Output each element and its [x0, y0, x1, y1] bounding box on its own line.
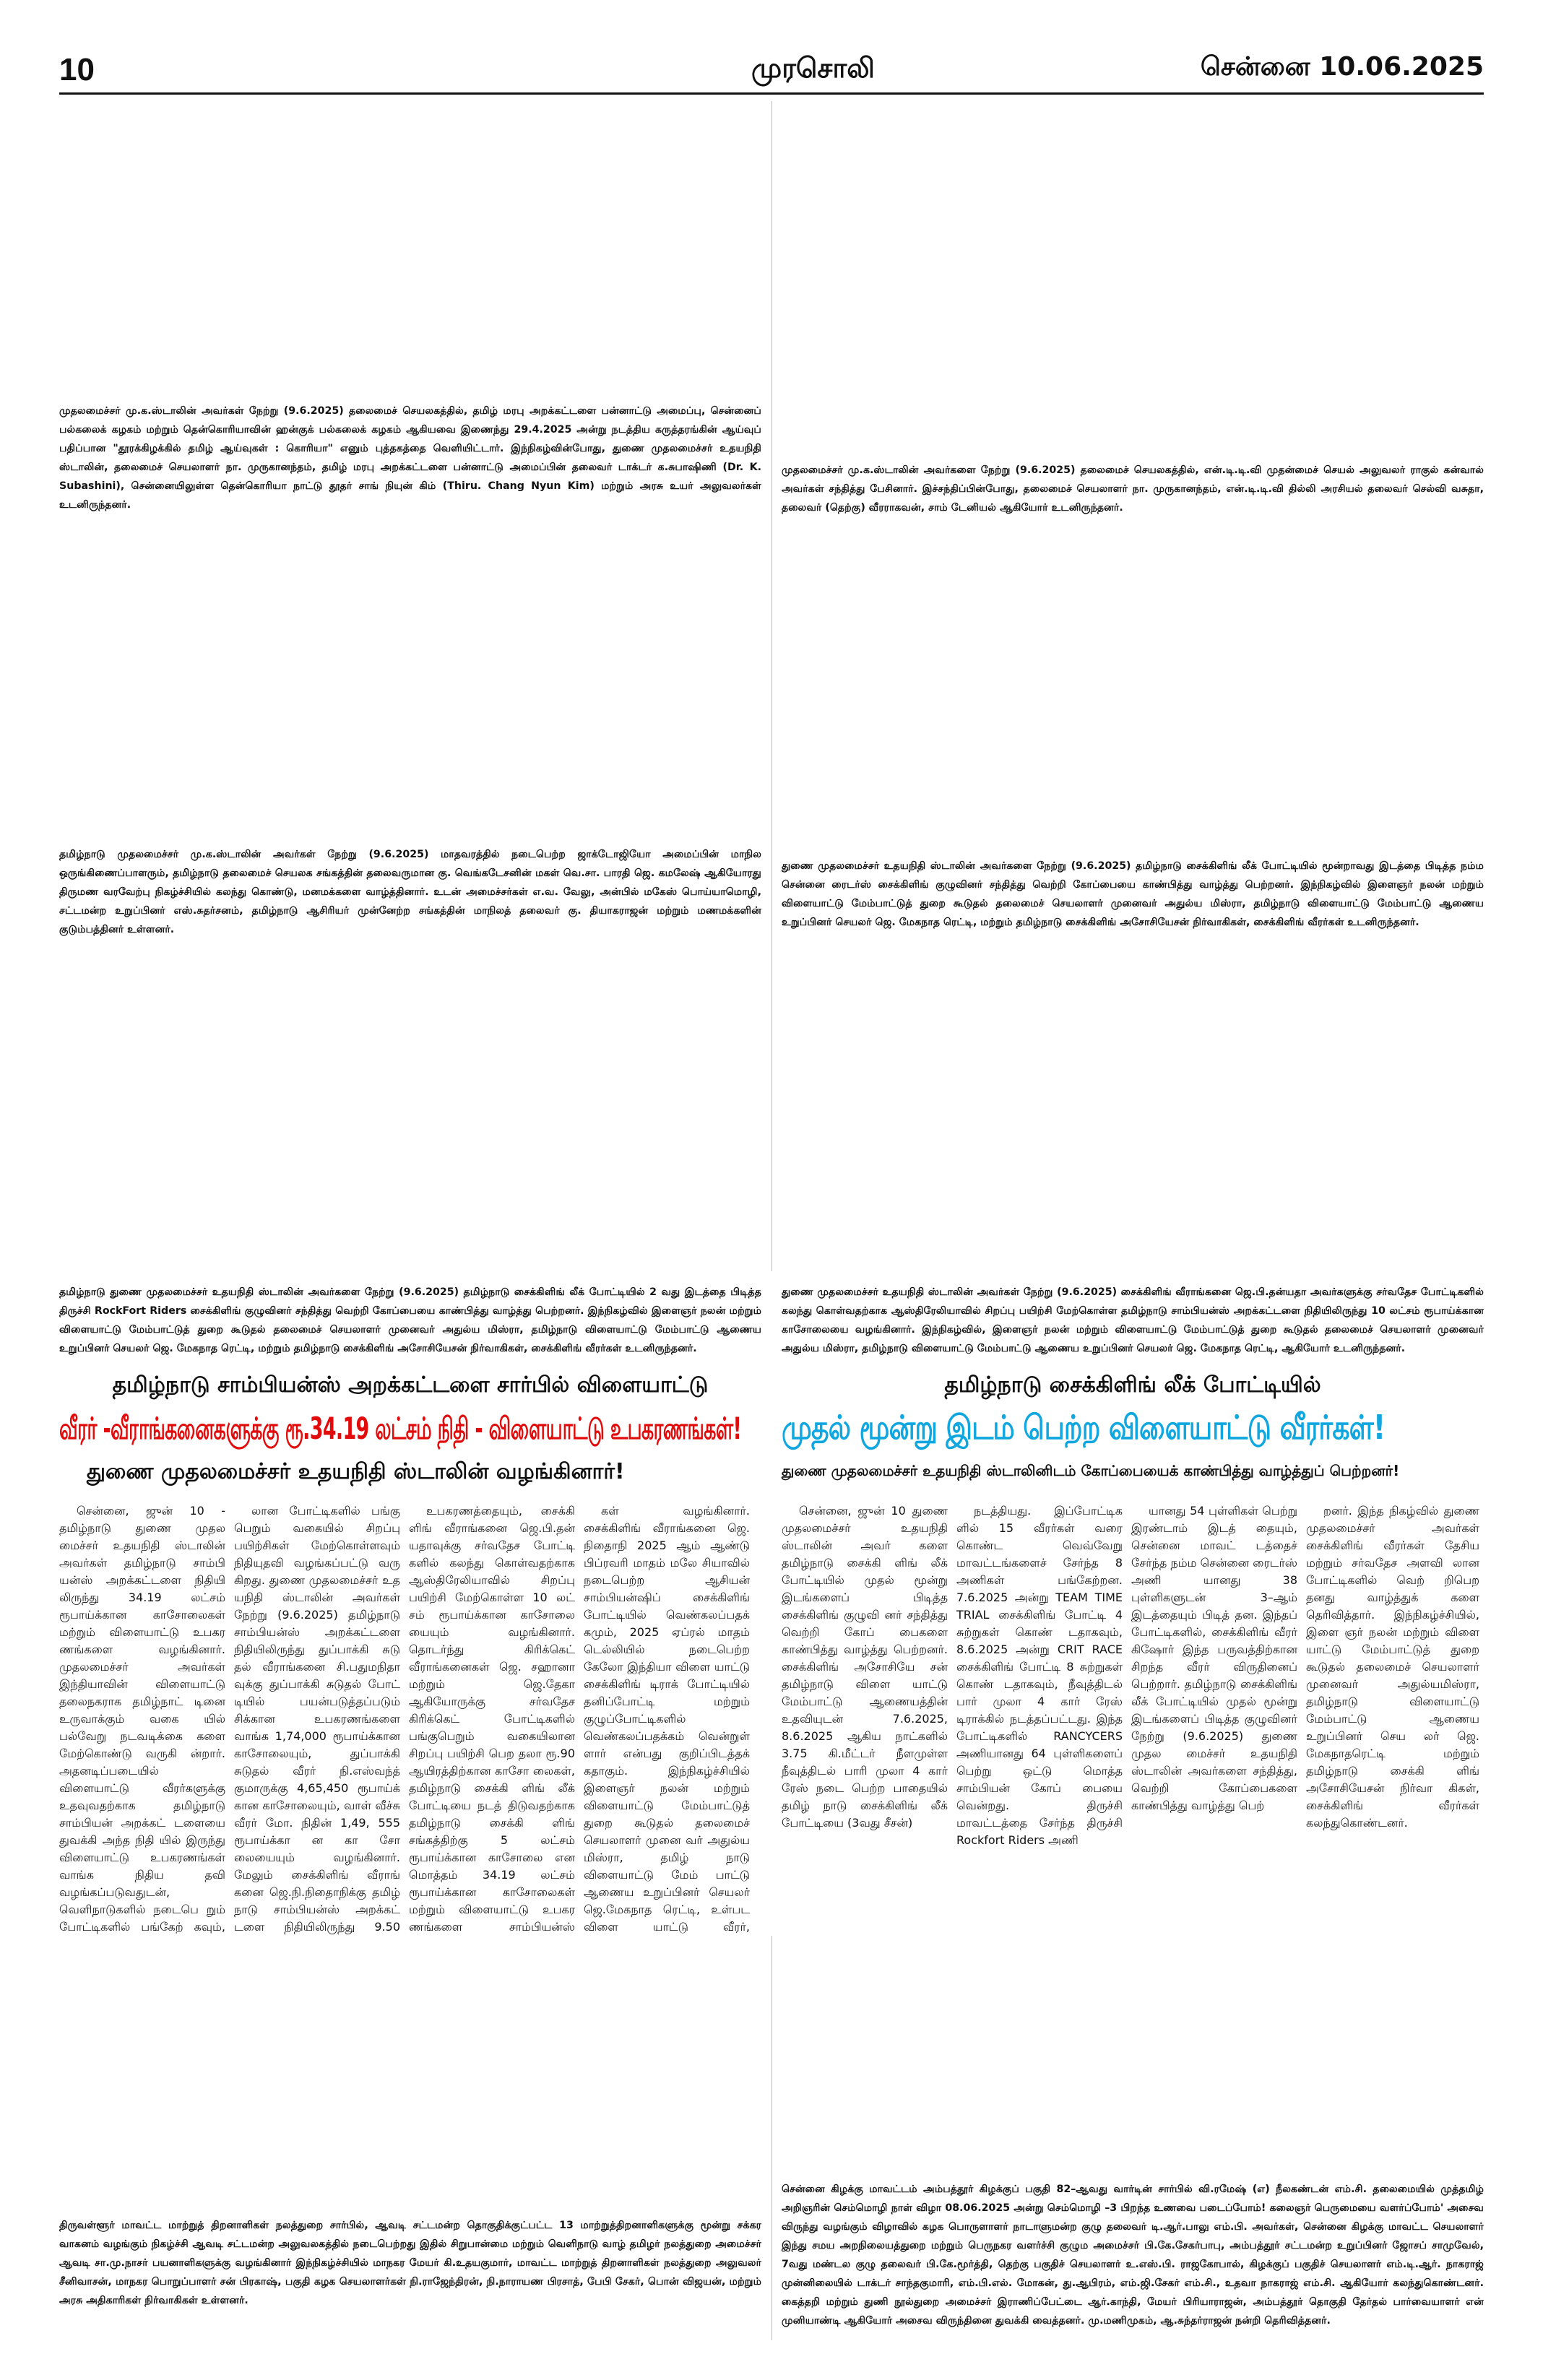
caption-semmozhi-day: சென்னை கிழக்கு மாவட்டம் அம்பத்தூர் கிழக்குப் பகுதி 82–ஆவது வார்டின் சார்பில் வி.ரமேஷ் (எ) நீலகண்டன் எம்.சி. தலைமையில் முத்தமிழ் அறிஞரின் செம்மொழி நாள் விழா 08.06.2025 அன்று செம்மொழி –3 பிறந்த உணவை படைப்போம்! கலைஞர் பெருமையை வளர்ப்போம்' அசைவ விருந்து வழங்கும் விழாவில் கழக பொருளாளர் நாடாளுமன்ற குழு தலைவர் டி.ஆர்.பாலு எம்.பி. அவர்கள், சென்னை கிழக்கு மாவட்ட செயலாளர் இந்து சமய அறநிலையத்துறை மற்றும் பெருநகர வளர்ச்சி குழும அமைச்சர் பி.கே.சேகர்பாபு, அம்பத்தூர் சட்டமன்ற உறுப்பினர் ஜோசப் சாமுவேல், 7வது மண்டல குழு தலைவர் பி.கே.மூர்த்தி, தெற்கு பகுதிச் செயலாளர் உ.எஸ்.பி. ராஜகோபால், கிழக்குப் பகுதிச் செயலாளர் எம்.டி.ஆர். நாகராஜ் முன்னிலையில் டாக்டர் சாந்தகுமாரி, எம்.பி.எல். மோகன், து.ஆபிரம், எம்.ஜி.சேகர் எம்.சி., உதவா நாகராஜ் எம்.சி. ஆகியோர் கலந்துகொண்டனர். கைத்தறி மற்றும் துணி நூல்துறை அமைச்சர் இராணிப்பேட்டை ஆர்.காந்தி, மேயர் பிரியாராஜன், அம்பத்தூர் தொகுதி தேர்தல் பார்வையாளர் என் முனியாண்டி ஆகியோர் அசைவ விருந்தினை துவக்கி வைத்தனர். மு.மணிமுகம், ஆ.சுந்தர்ராஜன் நன்றி தெரிவித்தனர். [782, 2184, 1484, 2327]
photo-book-release [59, 101, 761, 390]
caption-cheque-dhanyatha: துணை முதலமைச்சர் உதயநிதி ஸ்டாலின் அவர்கள் நேற்று (9.6.2025) சைக்கிளிங் வீராங்கனை ஜெ.பி.தன்யதா அவர்களுக்கு சர்வதேச போட்டிகளில் கலந்து கொள்வதற்காக ஆஸ்திரேலியாவில் சிறப்பு பயிற்சி மேற்கொள்ள தமிழ்நாடு சாம்பியன்ஸ் அறக்கட்டளை நிதியிலிருந்து 10 லட்சம் ரூபாய்க்கான காசோலையை வழங்கினார். இந்நிகழ்வில், இளைஞர் நலன் மற்றும் விளையாட்டு மேம்பாட்டுத் துறை கூடுதல் தலைமைச் செயலாளர் முனைவர் அதுல்ய மிஸ்ரா, தமிழ்நாடு விளையாட்டு மேம்பாட்டு ஆணைய உறுப்பினர் செயலர் ஜெ. மேகநாத ரெட்டி, ஆகியோர் உடனிருந்தனர். [782, 1286, 1484, 1354]
caption-chennai-riders: துணை முதலமைச்சர் உதயநிதி ஸ்டாலின் அவர்களை நேற்று (9.6.2025) தமிழ்நாடு சைக்கிளிங் லீக் போட்டியில் மூன்றாவது இடத்தை பிடித்த நம்ம சென்னை ரைடர்ஸ் சைக்கிளிங் குழுவினர் சந்தித்து வெற்றி கோப்பையை காண்பித்து வாழ்த்து பெற்றனர். இந்நிகழ்வில் இளைஞர் நலன் மற்றும் விளையாட்டு மேம்பாட்டுத் துறை கூடுதல் தலைமைச் செயலாளர் முனைவர் அதுல்ய மிஸ்ரா, தமிழ்நாடு விளையாட்டு மேம்பாட்டு ஆணைய உறுப்பினர் செயலர் ஜெ. மேகநாத ரெட்டி, மற்றும் தமிழ்நாடு சைக்கிளிங் அசோசியேசன் நிர்வாகிகள், சைக்கிளிங் வீரர்கள் உடனிருந்தனர். [782, 860, 1484, 928]
photo-tricycle-distribution [59, 1936, 761, 2210]
right-story-column-3: யானது 54 புள்ளிகள் பெற்று இரண்டாம் இடத் தையும், சென்னை மாவட் டத்தைச் சேர்ந்த நம்ம சென்னை ரைடர்ஸ் அணி யானது 38 புள்ளிகளுடன் 3–ஆம் இடத்தையும் பிடித் தன. இந்தப் போட்டிகளில், சைக்கிளிங் வீரர் கிஷோர் இந்த பருவத்திற்கான சிறந்த வீரர் விருதினைப் பெற்றார். தமிழ்நாடு சைக்கிளிங் லீக் போட்டியில் முதல் மூன்று இடங்களைப் பிடித்த குழுவினர் நேற்று (9.6.2025) துணை முதல மைச்சர் உதயநிதி ஸ்டாலின் அவர்களை சந்தித்து, வெற்றி கோப்பைகளை காண்பித்து வாழ்த்து பெற் [1131, 1504, 1297, 1812]
photo-cheque-dhanyatha [782, 961, 1484, 1278]
right-story-headline: முதல் மூன்று இடம் பெற்ற விளையாட்டு வீரர்கள்! [782, 1408, 1386, 1447]
caption-rockfort-riders: தமிழ்நாடு துணை முதலமைச்சர் உதயநிதி ஸ்டாலின் அவர்களை நேற்று (9.6.2025) தமிழ்நாடு சைக்கிளிங் லீக் போட்டியில் 2 வது இடத்தை பிடித்த திருச்சி RockFort Riders சைக்கிளிங் குழுவினர் சந்தித்து வெற்றி கோப்பையை காண்பித்து வாழ்த்து பெற்றனர். இந்நிகழ்வில் இளைஞர் நலன் மற்றும் விளையாட்டு மேம்பாட்டுத் துறை கூடுதல் தலைமைச் செயலாளர் முனைவர் அதுல்ய மிஸ்ரா, தமிழ்நாடு விளையாட்டு மேம்பாட்டு ஆணைய உறுப்பினர் செயலர் ஜெ. மேகநாத ரெட்டி, மற்றும் தமிழ்நாடு சைக்கிளிங் அசோசியேசன் நிர்வாகிகள், சைக்கிளிங் வீரர்கள் உடனிருந்தனர். [59, 1286, 761, 1354]
photo-semmozhi-day [782, 1936, 1484, 2174]
paper-name: முரசொலி [751, 52, 875, 84]
right-story-column-4: றனர். இந்த நிகழ்வில் துணை முதலமைச்சர் அவர்கள் சைக்கிளிங் வீரர்கள் தேசிய மற்றும் சர்வதேச அளவி லான போட்டிகளில் வெற் றிபெற தனது வாழ்த்துக் களை தெரிவித்தார். இந்நிகழ்ச்சியில், இளை ஞர் நலன் மற்றும் விளை யாட்டு மேம்பாட்டுத் துறை கூடுதல் தலைமைச் செயலாளர் முனைவர் அதுல்யமிஸ்ரா, தமிழ்நாடு விளையாட்டு மேம்பாட்டு ஆணைய உறுப்பினர் செய லர் ஜெ. மேகநாதரெட்டி மற்றும் தமிழ்நாடு சைக்கி ளிங் அசோசியேசன் நிர்வா கிகள், சைக்கிளிங் வீரர்கள் கலந்துகொண்டனர். [1306, 1504, 1479, 1830]
left-story-column-2: லான போட்டிகளில் பங்கு பெறும் வகையில் சிறப்பு பயிற்சிகள் மேற்கொள்ளவும் நிதியுதவி வழங்கப்பட்டு வரு கிறது. துணை முதலமைச்சர் உத யநிதி ஸ்டாலின் அவர்கள் நேற்று (9.6.2025) தமிழ்நாடு சாம்பியன்ஸ் அறக்கட்டளை நிதியிலிருந்து துப்பாக்கி சுடு தல் வீராங்கனை சி.பதுமநிதா வுக்கு துப்பாக்கி சுடுதல் போட் டியில் பயன்படுத்தப்படும் சிக்கான உபகரணங்களை வாங்க 1,74,000 ரூபாய்க்கான காசோலையும், துப்பாக்கி சுடுதல் வீரர் நி.எஸ்வந்த் குமாருக்கு 4,65,450 ரூபாய்க் கான காசோலையும், வாள் வீச்சு வீரர் மோ. நிதின் 1,49, 555 ரூபாய்க்கா ன கா சோ லையையும் வழங்கினார். மேலும் சைக்கிளிங் வீராங் கனை ஜெ.நி.நிதைாநிக்கு தமிழ் நாடு சாம்பியன்ஸ் அறக்கட் டளை நிதியிலிருந்து 9.50 [234, 1504, 400, 1934]
left-story-column-3: உபகரணத்தையும், சைக்கி ளிங் வீராங்கனை ஜெ.பி.தன் யதாவுக்கு சர்வதேச போட்டி களில் கலந்து கொள்வதற்காக ஆஸ்திரேலியாவில் சிறப்பு பயிற்சி மேற்கொள்ள 10 லட் சம் ரூபாய்க்கான காசோலை யையும் வழங்கினார். தொடர்ந்து கிரிக்கெட் வீராங்கனைகள் ஜெ. சஹானா மற்றும் ஜெ.தேகா ஆகியோருக்கு சர்வதேச கிரிக்கெட் போட்டிகளில் பங்குபெறும் வகையிலான சிறப்பு பயிற்சி பெற தலா ரூ.90 ஆயிரத்திற்கான காசோ லைகள், தமிழ்நாடு சைக்கி ளிங் லீக் போட்டியை நடத் திடுவதற்காக தமிழ்நாடு சைக்கி ளிங் சங்கத்திற்கு 5 லட்சம் ரூபாய்க்கான காசோலை என மொத்தம் 34.19 லட்சம் ரூபாய்க்கான காசோலைகள் மற்றும் விளையாட்டு உபகர ணங்களை சாம்பியன்ஸ் [409, 1504, 575, 1934]
photo-rockfort-riders [59, 961, 761, 1278]
photo-chennai-riders [782, 549, 1484, 852]
left-story-headline: வீரர் -வீராங்கனைகளுக்கு ரூ.34.19 லட்சம் நிதி - விளையாட்டு உபகரணங்கள்! [59, 1411, 742, 1446]
right-story-column-2: நடத்தியது. இப்போட்டிக ளில் 15 வீரர்கள் வரை கொண்ட வெவ்வேறு மாவட்டங்களைச் சேர்ந்த 8 அணிகள் பங்கேற்றன. 7.6.2025 அன்று TEAM TIME TRIAL சைக்கிளிங் போட்டி 4 சுற்றுகள் கொண் டதாகவும், 8.6.2025 அன்று CRIT RACE சைக்கிளிங் போட்டி 8 சுற்றுகள் கொண் டதாகவும், நீவுத்திடல் பார் முலா 4 கார் ரேஸ் டிராக்கில் நடத்தப்பட்டது. இந்த போட்டிகளில் RANCYCERS அணியானது 64 புள்ளிகளைப் பெற்று ஒட்டு மொத்த சாம்பியன் கோப் பையை வென்றது. திருச்சி மாவட்டத்தை சேர்ந்த திருச்சி Rockfort Riders அணி [956, 1504, 1123, 1847]
right-story-subhead: துணை முதலமைச்சர் உதயநிதி ஸ்டாலினிடம் கோப்பையைக் காண்பித்து வாழ்த்துப் பெற்றனர்! [782, 1462, 1400, 1479]
photo-ndtv-meeting [782, 101, 1484, 455]
left-story-column-4: கள் வழங்கினார். சைக்கிளிங் வீராங்கனை ஜெ. நிதைாநி 2025 ஆம் ஆண்டு பிப்ரவரி மாதம் மலே சியாவில் நடைபெற்ற ஆசியன் சாம்பியன்ஷிப் சைக்கிளிங் போட்டியில் வெண்கலப்பதக் கமும், 2025 ஏப்ரல் மாதம் டெல்லியில் நடைபெற்ற கேலோ இந்தியா விளை யாட்டு சைக்கிளிங் டிராக் போட்டியில் தனிப்போட்டி மற்றும் குழுப்போட்டிகளில் வெண்கலப்பதக்கம் வென்றுள் ளார் என்பது குறிப்பிடத்தக் கதாகும். இந்நிகழ்ச்சியில் இளைஞர் நலன் மற்றும் விளையாட்டு மேம்பாட்டுத் துறை கூடுதல் தலைமைச் செயலாளர் முனை வர் அதுல்ய மிஸ்ரா, தமிழ் நாடு விளையாட்டு மேம் பாட்டு ஆணைய உறுப்பினர் செயலர் ஜெ.மேகநாத ரெட்டி, உள்பட விளை யாட்டு வீரர், [584, 1504, 750, 1934]
right-story-kicker: தமிழ்நாடு சைக்கிளிங் லீக் போட்டியில் [944, 1372, 1321, 1398]
page-number: 10 [59, 52, 95, 87]
photo-wedding-reception [59, 549, 761, 838]
caption-ndtv-meeting: முதலமைச்சர் மு.க.ஸ்டாலின் அவர்களை நேற்று (9.6.2025) தலைமைச் செயலகத்தில், என்.டி.டி.வி முதன்மைச் செயல் அலுவலர் ராகுல் கன்வால் அவர்கள் சந்தித்து பேசினார். இச்சந்திப்பின்போது, தலைமைச் செயலாளர் நா. முருகானந்தம், என்.டி.டி.வி தில்லி அரசியல் தலைவர் செல்வி வசுதா, தலைவர் (தெற்கு) வீரராகவன், சாம் டேனியல் ஆகியோர் உடனிருந்தனர். [782, 464, 1484, 514]
caption-tricycle-distribution: திருவள்ளூர் மாவட்ட மாற்றுத் திறனாளிகள் நலத்துறை சார்பில், ஆவடி சட்டமன்ற தொகுதிக்குட்பட்ட 13 மாற்றுத்திறனாளிகளுக்கு மூன்று சக்கர வாகனம் வழங்கும் நிகழ்ச்சி ஆவடி சட்டமன்ற அலுவலகத்தில் நடைபெற்றது இதில் சிறுபான்மை மற்றும் வெளிநாடு வாழ் தமிழர் நலத்துறை அமைச்சர் ஆவடி சா.மு.நாசர் பயனாளிகளுக்கு வழங்கினார் இந்நிகழ்ச்சியில் மாநகர மேயர் கி.உதயகுமார், மாவட்ட மாற்றுத் திறனாளிகள் நலத்துறை அலுவலர் சீனிவாசன், மாநகர பொறுப்பாளர் சன் பிரகாஷ், பகுதி கழக செயலாளர்கள் நி.ராஜேந்திரன், நி.நாராயண பிரசாத், பேபி சேகர், பொன் விஜயன், மற்றும் அரசு அதிகாரிகள் நிர்வாகிகள் உள்ளனர். [59, 2220, 761, 2306]
masthead-rule [59, 92, 1484, 95]
left-story-kicker: தமிழ்நாடு சாம்பியன்ஸ் அறக்கட்டளை சார்பில் விளையாட்டு [112, 1372, 709, 1398]
city-date: சென்னை 10.06.2025 [1200, 52, 1484, 82]
left-story-column-1: சென்னை, ஜுன் 10 - தமிழ்நாடு துணை முதல மைச்சர் உதயநிதி ஸ்டாலின் அவர்கள் தமிழ்நாடு சாம்பி யன்ஸ் அறக்கட்டளை நிதியி லிருந்து 34.19 லட்சம் ரூபாய்க்கான காசோலைகள் மற்றும் விளையாட்டு உபகர ணங்களை வழங்கினார். முதலமைச்சர் அவர்கள் இந்தியாவின் விளையாட்டு தலைநகராக தமிழ்நாட் டினை உருவாக்கும் வகை யில் பல்வேறு நடவடிக்கை களை மேற்கொண்டு வருகி ன்றார். அதனடிப்படையில் விளையாட்டு வீரர்களுக்கு உதவுவதற்காக தமிழ்நாடு சாம்பியன் அறக்கட் டளையை துவக்கி அந்த நிதி யில் இருந்து விளையாட்டு உபகரணங்கள் வாங்க நிதிய தவி வழங்கப்படுவதுடன், வெளிநாடுகளில் நடைபெ றும் போட்டிகளில் பங்கேற் கவும், [59, 1504, 225, 1934]
caption-book-release: முதலமைச்சர் மு.க.ஸ்டாலின் அவர்கள் நேற்று (9.6.2025) தலைமைச் செயலகத்தில், தமிழ் மரபு அறக்கட்டளை பன்னாட்டு அமைப்பு, சென்னைப் பல்கலைக் கழகம் மற்றும் தென்கொரியாவின் ஹன்குக் பல்கலைக் கழகம் ஆகியவை இணைந்து 29.4.2025 அன்று நடத்திய கருத்தரங்கின் ஆய்வுப் பதிப்பான "தூரக்கிழக்கில் தமிழ் ஆய்வுகள் : கொரியா" எனும் புத்தகத்தை வெளியிட்டார். இந்நிகழ்வின்போது, துணை முதலமைச்சர் உதயநிதி ஸ்டாலின், தலைமைச் செயலாளர் நா. முருகானந்தம், தமிழ் மரபு அறக்கட்டளை பன்னாட்டு அமைப்பின் தலைவர் டாக்டர் க.சுபாஷிணி (Dr. K. Subashini), சென்னையிலுள்ள தென்கொரியா நாட்டு தூதர் சாங் நியுன் கிம் (Thiru. Chang Nyun Kim) மற்றும் அரசு உயர் அலுவலர்கள் உடனிருந்தனர். [59, 405, 761, 511]
caption-wedding-reception: தமிழ்நாடு முதலமைச்சர் மு.க.ஸ்டாலின் அவர்கள் நேற்று (9.6.2025) மாதவரத்தில் நடைபெற்ற ஜாக்டோஜியோ அமைப்பின் மாநில ஒருங்கிணைப்பாளரும், தமிழ்நாடு தலைமைச் செயலக சங்கத்தின் தலைவருமான கு. வெங்கடேசனின் மகள் வெ.சா. பாரதி ஜெ. கமலேஷ் ஆகியோரது திருமண வரவேற்பு நிகழ்ச்சியில் கலந்து கொண்டு, மனமக்களை வாழ்த்தினார். உடன் அமைச்சர்கள் எ.வ. வேலு, அன்பில் மகேஸ் பொய்யாமொழி, சட்டமன்ற உறுப்பினர் எஸ்.சுதர்சனம், தமிழ்நாடு ஆசிரியர் முன்னேற்ற சங்கத்தின் மாநிலத் தலைவர் கு. தியாகராஜன் மற்றும் மணமக்களின் குடும்பத்தினர் உள்ளனர். [59, 849, 761, 935]
left-story-subhead: துணை முதலமைச்சர் உதயநிதி ஸ்டாலின் வழங்கினார்! [87, 1459, 625, 1484]
right-story-column-1: சென்னை, ஜுன் 10 துணை முதலமைச்சர் உதயநிதி ஸ்டாலின் அவர் களை தமிழ்நாடு சைக்கி ளிங் லீக் போட்டியில் முதல் மூன்று இடங்களைப் பிடித்த சைக்கிளிங் குழுவி னர் சந்தித்து வெற்றி கோப் பைகளை காண்பித்து வாழ்த்து பெற்றனர். சைக்கிளிங் அசோசியே சன் தமிழ்நாடு விளை யாட்டு மேம்பாட்டு ஆணையத்தின் உதவியுடன் 7.6.2025, 8.6.2025 ஆகிய நாட்களில் 3.75 கி.மீட்டர் நீளமுள்ள நீவுத்திடல் பாரி முலா 4 கார் ரேஸ் நடை பெற்ற பாதையில் தமிழ் நாடு சைக்கிளிங் லீக் போட்டியை (3வது சீசன்) [782, 1504, 948, 1830]
